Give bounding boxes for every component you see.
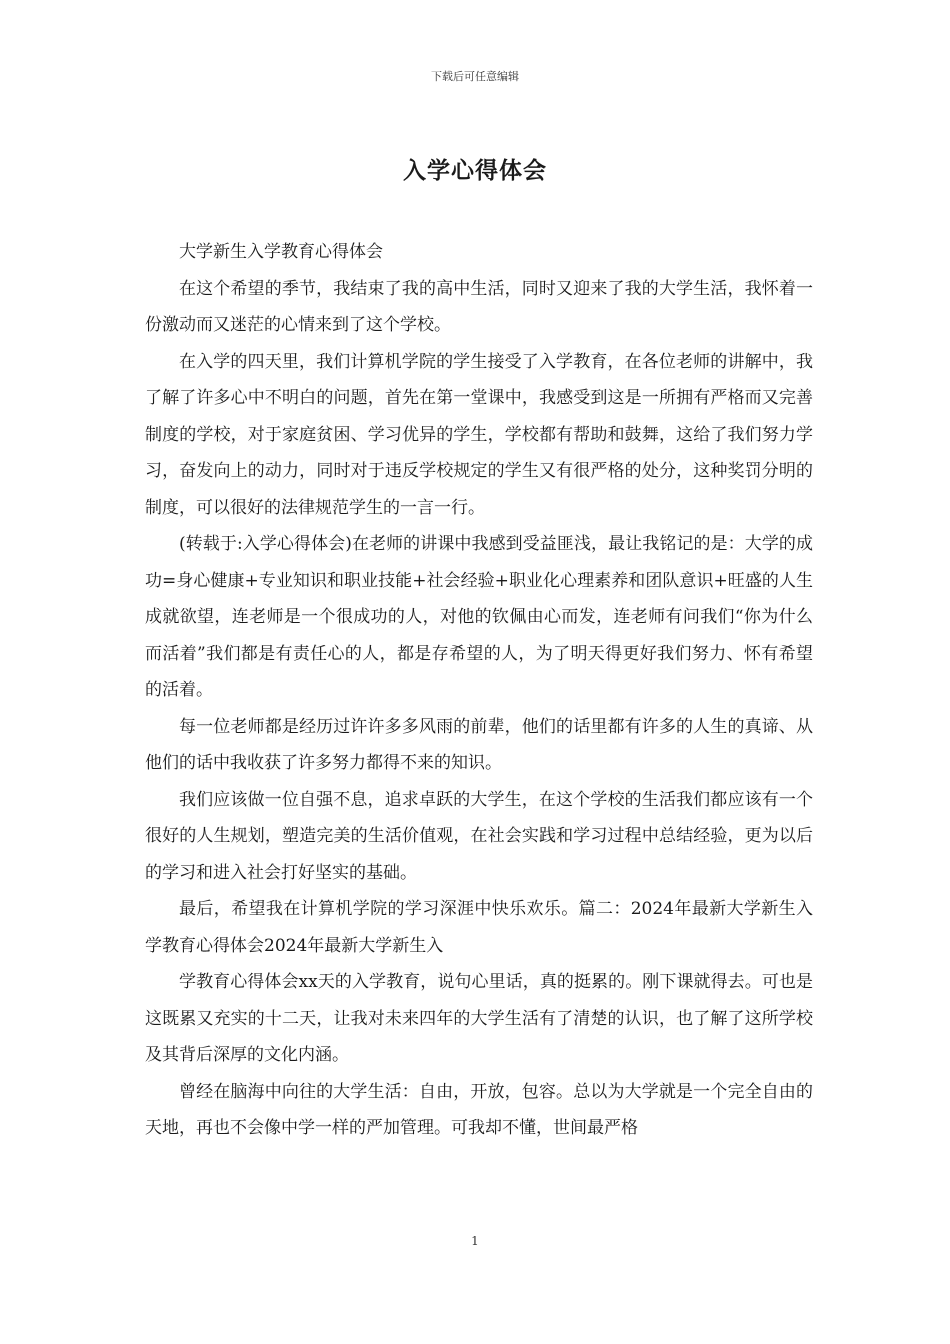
paragraph: 每一位老师都是经历过许许多多风雨的前辈，他们的话里都有许多的人生的真谛、从他们的话中我收获了许多努力都得不来的知识。: [145, 716, 813, 773]
paragraph: 最后，希望我在计算机学院的学习深涯中快乐欢乐。篇二：2024年最新大学新生入学教育心得体会2024年最新大学新生入: [145, 899, 813, 956]
document-title: 入学心得体会: [403, 157, 547, 184]
paragraph: 曾经在脑海中向往的大学生活：自由，开放，包容。总以为大学就是一个完全自由的天地，再也不会像中学一样的严加管理。可我却不懂，世间最严格: [145, 1081, 813, 1138]
paragraph: (转载于:入学心得体会)在老师的讲课中我感到受益匪浅，最让我铭记的是：大学的成功=身心健康+专业知识和职业技能+社会经验+职业化心理素养和团队意识+旺盛的人生成就欲望，连老师是一个很成功的人，对他的钦佩由心而发，连老师有问我们“你为什么而活着”我们都是有责任心的人，都是存希望的人，为了明天得更好我们努力、怀有希望的活着。: [145, 534, 813, 700]
paragraph: 在入学的四天里，我们计算机学院的学生接受了入学教育，在各位老师的讲解中，我了解了许多心中不明白的问题，首先在第一堂课中，我感受到这是一所拥有严格而又完善制度的学校，对于家庭贫困、学习优异的学生，学校都有帮助和鼓舞，这给了我们努力学习，奋发向上的动力，同时对于违反学校规定的学生又有很严格的处分，这种奖罚分明的制度，可以很好的法律规范学生的一言一行。: [145, 351, 813, 518]
paragraph: 在这个希望的季节，我结束了我的高中生活，同时又迎来了我的大学生活，我怀着一份激动而又迷茫的心情来到了这个学校。: [145, 278, 813, 335]
page-number: 1: [471, 1234, 479, 1248]
paragraph-subtitle: 大学新生入学教育心得体会: [179, 242, 383, 262]
header-note: 下载后可任意编辑: [431, 70, 519, 83]
paragraph: 我们应该做一位自强不息，追求卓跃的大学生，在这个学校的生活我们都应该有一个很好的人生规划，塑造完美的生活价值观，在社会实践和学习过程中总结经验，更为以后的学习和进入社会打好坚实的基础。: [145, 789, 813, 883]
paragraph: 学教育心得体会xx天的入学教育，说句心里话，真的挺累的。刚下课就得去。可也是这既累又充实的十二天，让我对未来四年的大学生活有了清楚的认识，也了解了这所学校及其背后深厚的文化内涵。: [145, 972, 813, 1065]
document-body: [145, 234, 813, 1147]
